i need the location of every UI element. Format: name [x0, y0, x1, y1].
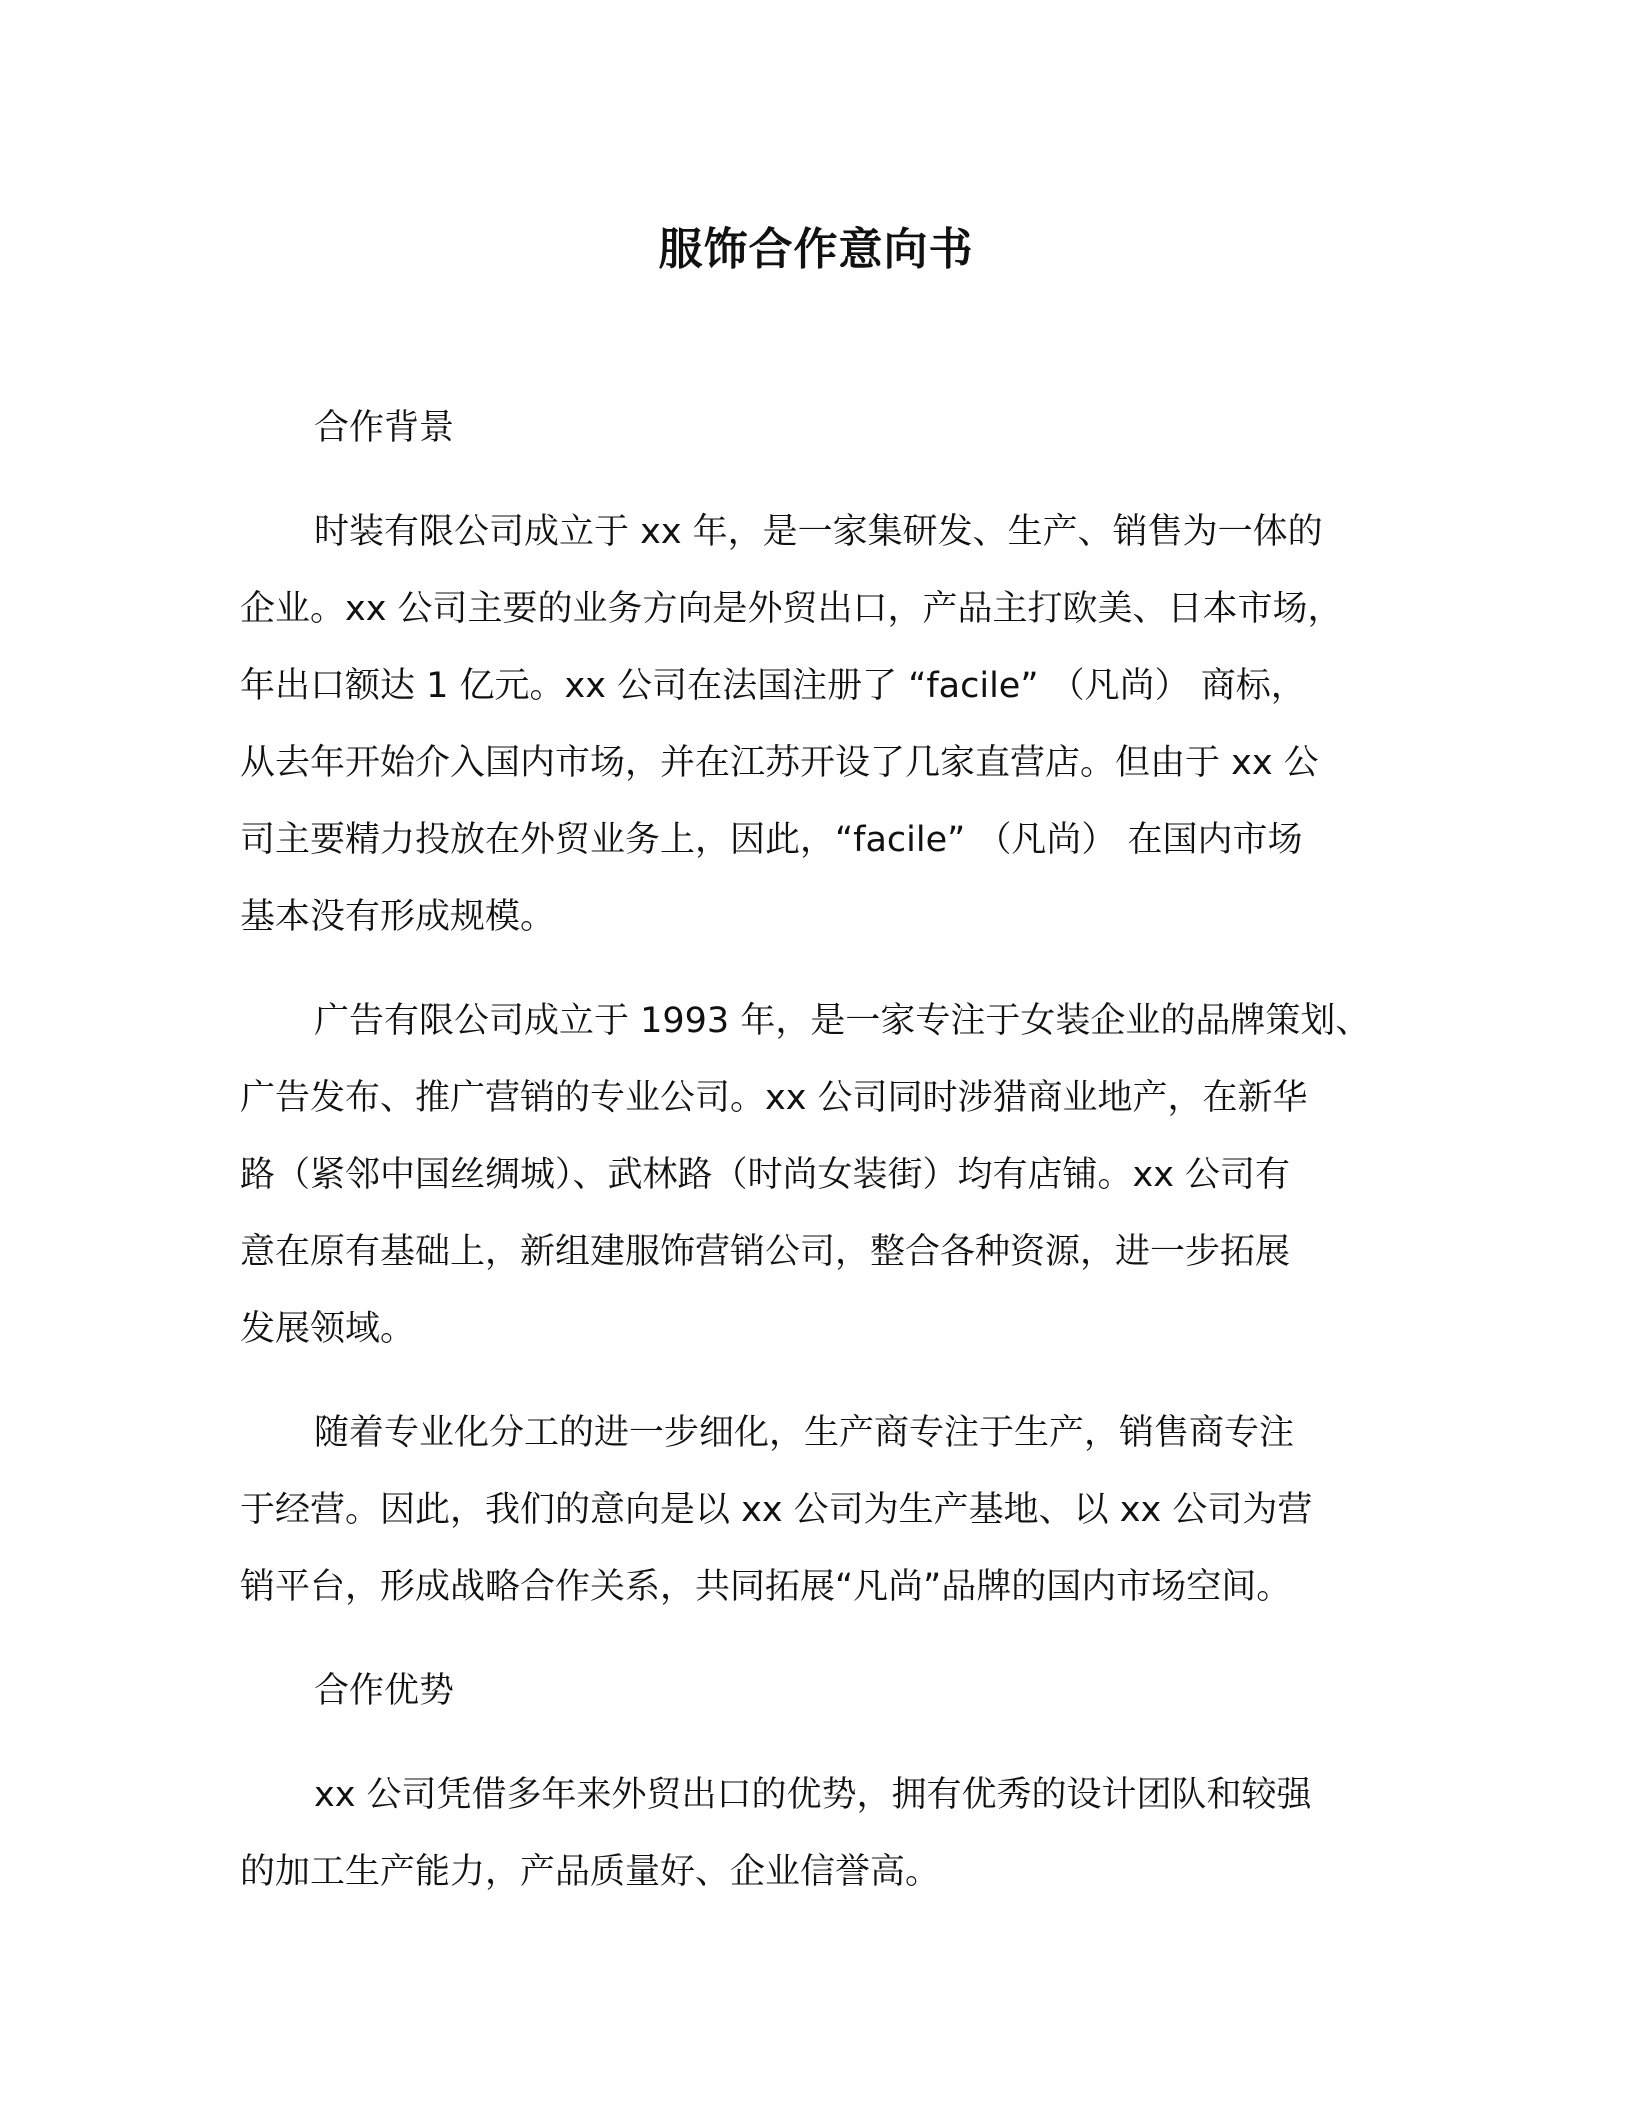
paragraph-line: 于经营。因此，我们的意向是以 xx 公司为生产基地、以 xx 公司为营 [240, 1490, 1313, 1530]
paragraph-line: 年出口额达 1 亿元。xx 公司在法国注册了 “facile” （凡尚） 商标， [240, 666, 1306, 706]
paragraph-2 [240, 983, 1430, 1368]
paragraph-line: 从去年开始介入国内市场，并在江苏开设了几家直营店。但由于 xx 公 [240, 743, 1319, 783]
paragraph-line: 时装有限公司成立于 xx 年，是一家集研发、生产、销售为一体的 [314, 512, 1323, 552]
paragraph-line: 随着专业化分工的进一步细化，生产商专注于生产，销售商专注 [314, 1413, 1295, 1453]
paragraph-line: 意在原有基础上，新组建服饰营销公司，整合各种资源，进一步拓展 [240, 1232, 1291, 1272]
paragraph-line: 的加工生产能力，产品质量好、企业信誉高。 [240, 1852, 941, 1892]
paragraph-line: 企业。xx 公司主要的业务方向是外贸出口，产品主打欧美、日本市场， [240, 589, 1343, 629]
document-title: 服饰合作意向书 [658, 224, 974, 275]
section-heading-background: 合作背景 [314, 408, 455, 448]
paragraph-1 [240, 494, 1430, 956]
paragraph-line: 广告发布、推广营销的专业公司。xx 公司同时涉猎商业地产，在新华 [240, 1078, 1308, 1118]
paragraph-line: 基本没有形成规模。 [240, 897, 556, 937]
paragraph-line: 司主要精力投放在外贸业务上，因此，“facile” （凡尚） 在国内市场 [240, 820, 1303, 860]
document-body [240, 390, 1430, 1911]
section-heading-advantages: 合作优势 [314, 1671, 455, 1711]
paragraph-line: 路（紧邻中国丝绸城）、武林路（时尚女装街）均有店铺。xx 公司有 [240, 1155, 1291, 1195]
paragraph-line: xx 公司凭借多年来外贸出口的优势，拥有优秀的设计团队和较强 [314, 1775, 1312, 1815]
paragraph-line: 发展领域。 [240, 1309, 416, 1349]
paragraph-3 [240, 1395, 1430, 1626]
paragraph-line: 销平台，形成战略合作关系，共同拓展“凡尚”品牌的国内市场空间。 [240, 1567, 1292, 1607]
paragraph-4 [240, 1757, 1430, 1911]
paragraph-line: 广告有限公司成立于 1993 年，是一家专注于女装企业的品牌策划、 [314, 1001, 1371, 1041]
